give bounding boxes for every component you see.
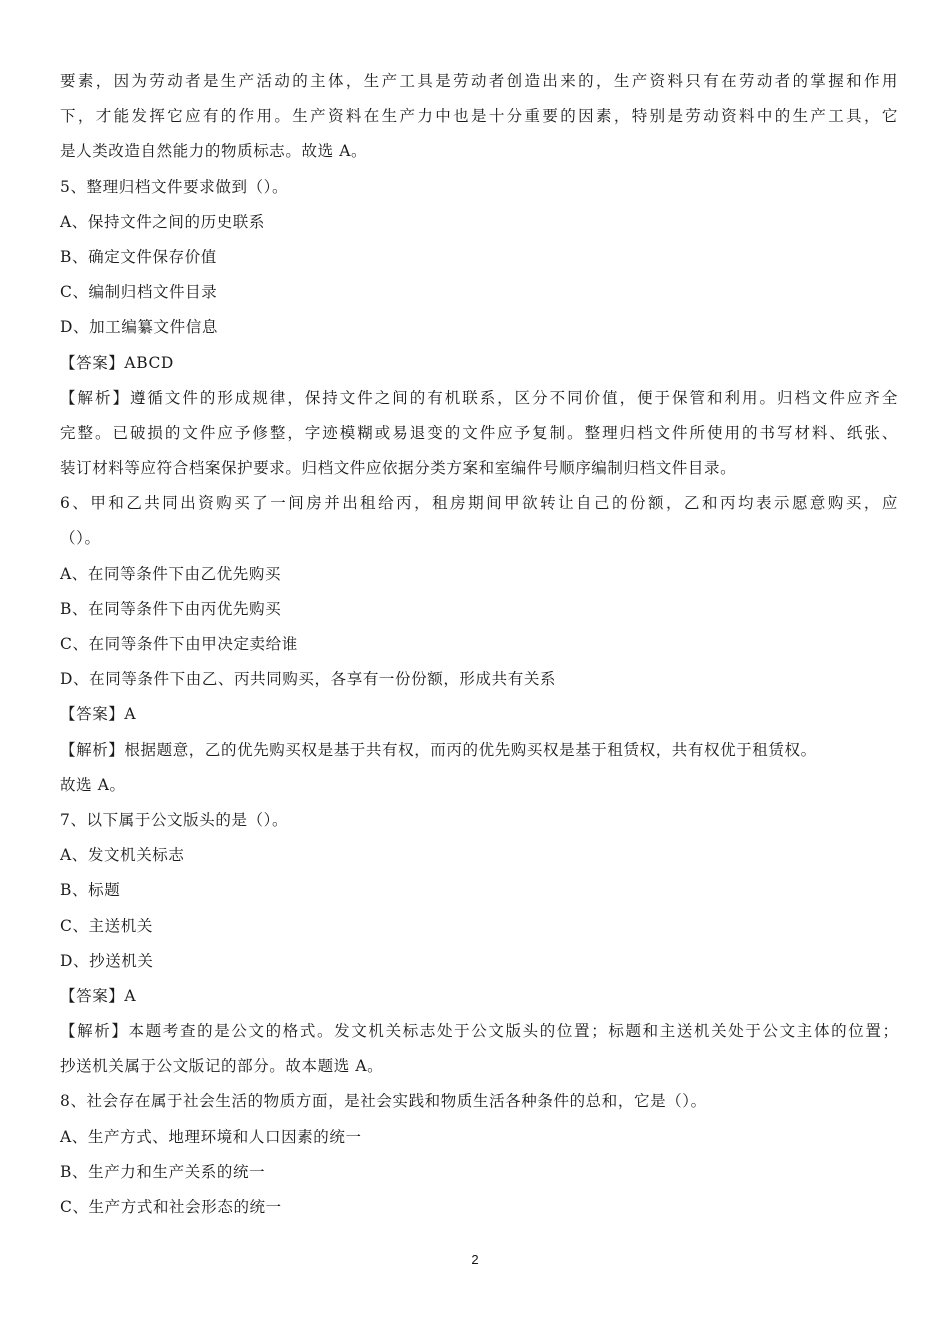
option-d: D、加工编纂文件信息 (60, 318, 218, 337)
option-a: A、保持文件之间的历史联系 (60, 212, 265, 231)
document-body (60, 64, 898, 1225)
text-line: 下，才能发挥它应有的作用。生产资料在生产力中也是十分重要的因素，特别是劳动资料中的生产工具，它 (60, 107, 898, 126)
question-6: 6、甲和乙共同出资购买了一间房并出租给丙，租房期间甲欲转让自己的份额，乙和丙均表示愿意购买，应 (60, 494, 898, 513)
explanation-line: 抄送机关属于公文版记的部分。故本题选 A。 (60, 1057, 384, 1076)
answer: 【答案】A (60, 705, 137, 724)
option-b: B、确定文件保存价值 (60, 247, 217, 266)
question-7: 7、以下属于公文版头的是（）。 (60, 810, 289, 829)
question-6-cont: （）。 (60, 529, 101, 548)
explanation-line: 【解析】根据题意，乙的优先购买权是基于共有权，而丙的优先购买权是基于租赁权，共有权优于租赁权。 (60, 740, 817, 759)
explanation-line: 【解析】本题考查的是公文的格式。发文机关标志处于公文版头的位置；标题和主送机关处于公文主体的位置； (60, 1022, 898, 1041)
question-5: 5、整理归档文件要求做到（）。 (60, 177, 289, 196)
option-a: A、发文机关标志 (60, 846, 185, 865)
explanation-line: 完整。已破损的文件应予修整，字迹模糊或易退变的文件应予复制。整理归档文件所使用的书写材料、纸张、 (60, 423, 898, 442)
text-line: 要素，因为劳动者是生产活动的主体，生产工具是劳动者创造出来的，生产资料只有在劳动者的掌握和作用 (60, 72, 898, 90)
explanation-line: 装订材料等应符合档案保护要求。归档文件应依据分类方案和室编件号顺序编制归档文件目录。 (60, 459, 737, 478)
option-c: C、在同等条件下由甲决定卖给谁 (60, 635, 298, 653)
answer: 【答案】A (60, 986, 137, 1005)
option-b: B、在同等条件下由丙优先购买 (60, 599, 282, 618)
option-c: C、生产方式和社会形态的统一 (60, 1198, 282, 1216)
text-line: 是人类改造自然能力的物质标志。故选 A。 (60, 142, 368, 161)
option-b: B、标题 (60, 881, 121, 900)
option-a: A、在同等条件下由乙优先购买 (60, 564, 282, 583)
explanation-line: 【解析】遵循文件的形成规律，保持文件之间的有机联系，区分不同价值，便于保管和利用。归档文件应齐全 (60, 388, 898, 407)
option-d: D、在同等条件下由乙、丙共同购买，各享有一份份额，形成共有关系 (60, 670, 557, 689)
page-number: 2 (471, 1252, 479, 1267)
option-c: C、编制归档文件目录 (60, 283, 218, 302)
option-d: D、抄送机关 (60, 951, 154, 970)
explanation-line: 故选 A。 (60, 775, 126, 794)
answer: 【答案】ABCD (60, 353, 174, 372)
option-c: C、主送机关 (60, 916, 153, 935)
question-8: 8、社会存在属于社会生活的物质方面，是社会实践和物质生活各种条件的总和，它是（）。 (60, 1092, 707, 1111)
option-b: B、生产力和生产关系的统一 (60, 1162, 266, 1181)
option-a: A、生产方式、地理环境和人口因素的统一 (60, 1127, 362, 1146)
